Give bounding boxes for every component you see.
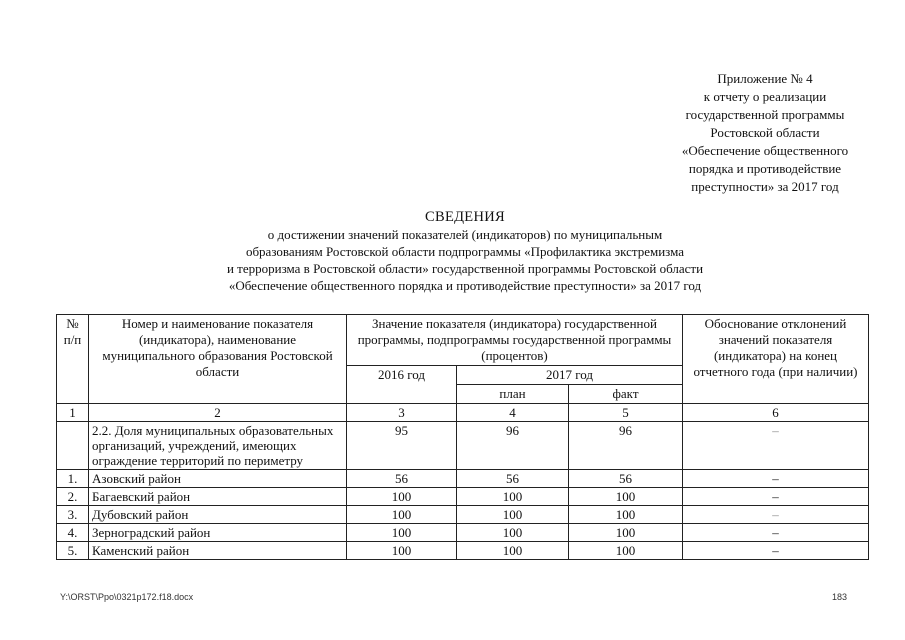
table-row [57,488,869,506]
appendix-line: преступности» за 2017 год [691,179,839,194]
value-plan: 100 [457,524,569,542]
indicator-row [57,422,869,470]
column-number: 1 [57,404,89,422]
value-reason: – [683,542,869,560]
value-fact: 100 [569,488,683,506]
header-reason: Обоснование отклонений значений показателя (индикатора) на конец отчетного года (при наличии) [683,315,869,404]
row-num: 3. [57,506,89,524]
header-plan: план [457,385,569,404]
value-plan: 100 [457,488,569,506]
municipality-name: Азовский район [89,470,347,488]
indicator-name: 2.2. Доля муниципальных образовательных организаций, учреждений, имеющих ограждение территорий по периметру [89,422,347,470]
value-plan: 56 [457,470,569,488]
value-fact: 56 [569,470,683,488]
appendix-line: «Обеспечение общественного [681,143,849,158]
heading-line: и терроризма в Ростовской области» государственной программы Ростовской области [226,261,704,276]
header-2017: 2017 год [457,366,683,385]
heading-line: «Обеспечение общественного порядка и противодействие преступности» за 2017 год [228,278,702,293]
column-number: 5 [569,404,683,422]
row-num: 5. [57,542,89,560]
column-numbers-row [57,404,869,422]
value-2016: 100 [347,506,457,524]
value-2016: 56 [347,470,457,488]
header-value-group: Значение показателя (индикатора) государственной программы, подпрограммы государственной программы (процентов) [347,315,683,366]
municipality-name: Каменский район [89,542,347,560]
municipality-name: Багаевский район [89,488,347,506]
row-num: 2. [57,488,89,506]
value-2016: 100 [347,524,457,542]
header-2016: 2016 год [347,366,457,404]
value-fact: 100 [569,524,683,542]
heading-line: о достижении значений показателей (индикаторов) по муниципальным [267,227,663,242]
table-header-row [57,315,869,366]
value-fact: 100 [569,542,683,560]
document-title: СВЕДЕНИЯ [425,209,505,225]
value-plan: 100 [457,542,569,560]
header-num: № п/п [57,315,89,404]
footer-file-path: Y:\ORST\Ppo\0321p172.f18.docx [60,592,194,602]
header-name: Номер и наименование показателя (индикатора), наименование муниципального образования Ростовской области [89,315,347,404]
municipality-name: Зерноградский район [89,524,347,542]
appendix-line: Приложение № 4 [717,71,813,86]
column-number: 3 [347,404,457,422]
footer-page-number: 183 [832,592,848,602]
value-plan: 96 [457,422,569,470]
row-num: 1. [57,470,89,488]
appendix-line: государственной программы [685,107,845,122]
table-row [57,524,869,542]
table-row [57,506,869,524]
appendix-note [650,70,880,196]
value-fact: 100 [569,506,683,524]
document-heading [170,208,760,294]
heading-line: образованиям Ростовской области подпрограммы «Профилактика экстремизма [245,244,685,259]
municipality-name: Дубовский район [89,506,347,524]
value-2016: 100 [347,542,457,560]
value-2016: 95 [347,422,457,470]
indicators-table [56,314,869,560]
value-fact: 96 [569,422,683,470]
value-reason: – [683,422,869,470]
value-reason: – [683,506,869,524]
table-row [57,542,869,560]
appendix-line: Ростовской области [710,125,820,140]
value-plan: 100 [457,506,569,524]
appendix-line: порядка и противодействие [688,161,842,176]
column-number: 4 [457,404,569,422]
row-num: 4. [57,524,89,542]
table-row [57,470,869,488]
column-number: 6 [683,404,869,422]
value-reason: – [683,488,869,506]
row-num [57,422,89,470]
header-fact: факт [569,385,683,404]
value-reason: – [683,470,869,488]
value-2016: 100 [347,488,457,506]
appendix-line: к отчету о реализации [703,89,827,104]
value-reason: – [683,524,869,542]
column-number: 2 [89,404,347,422]
